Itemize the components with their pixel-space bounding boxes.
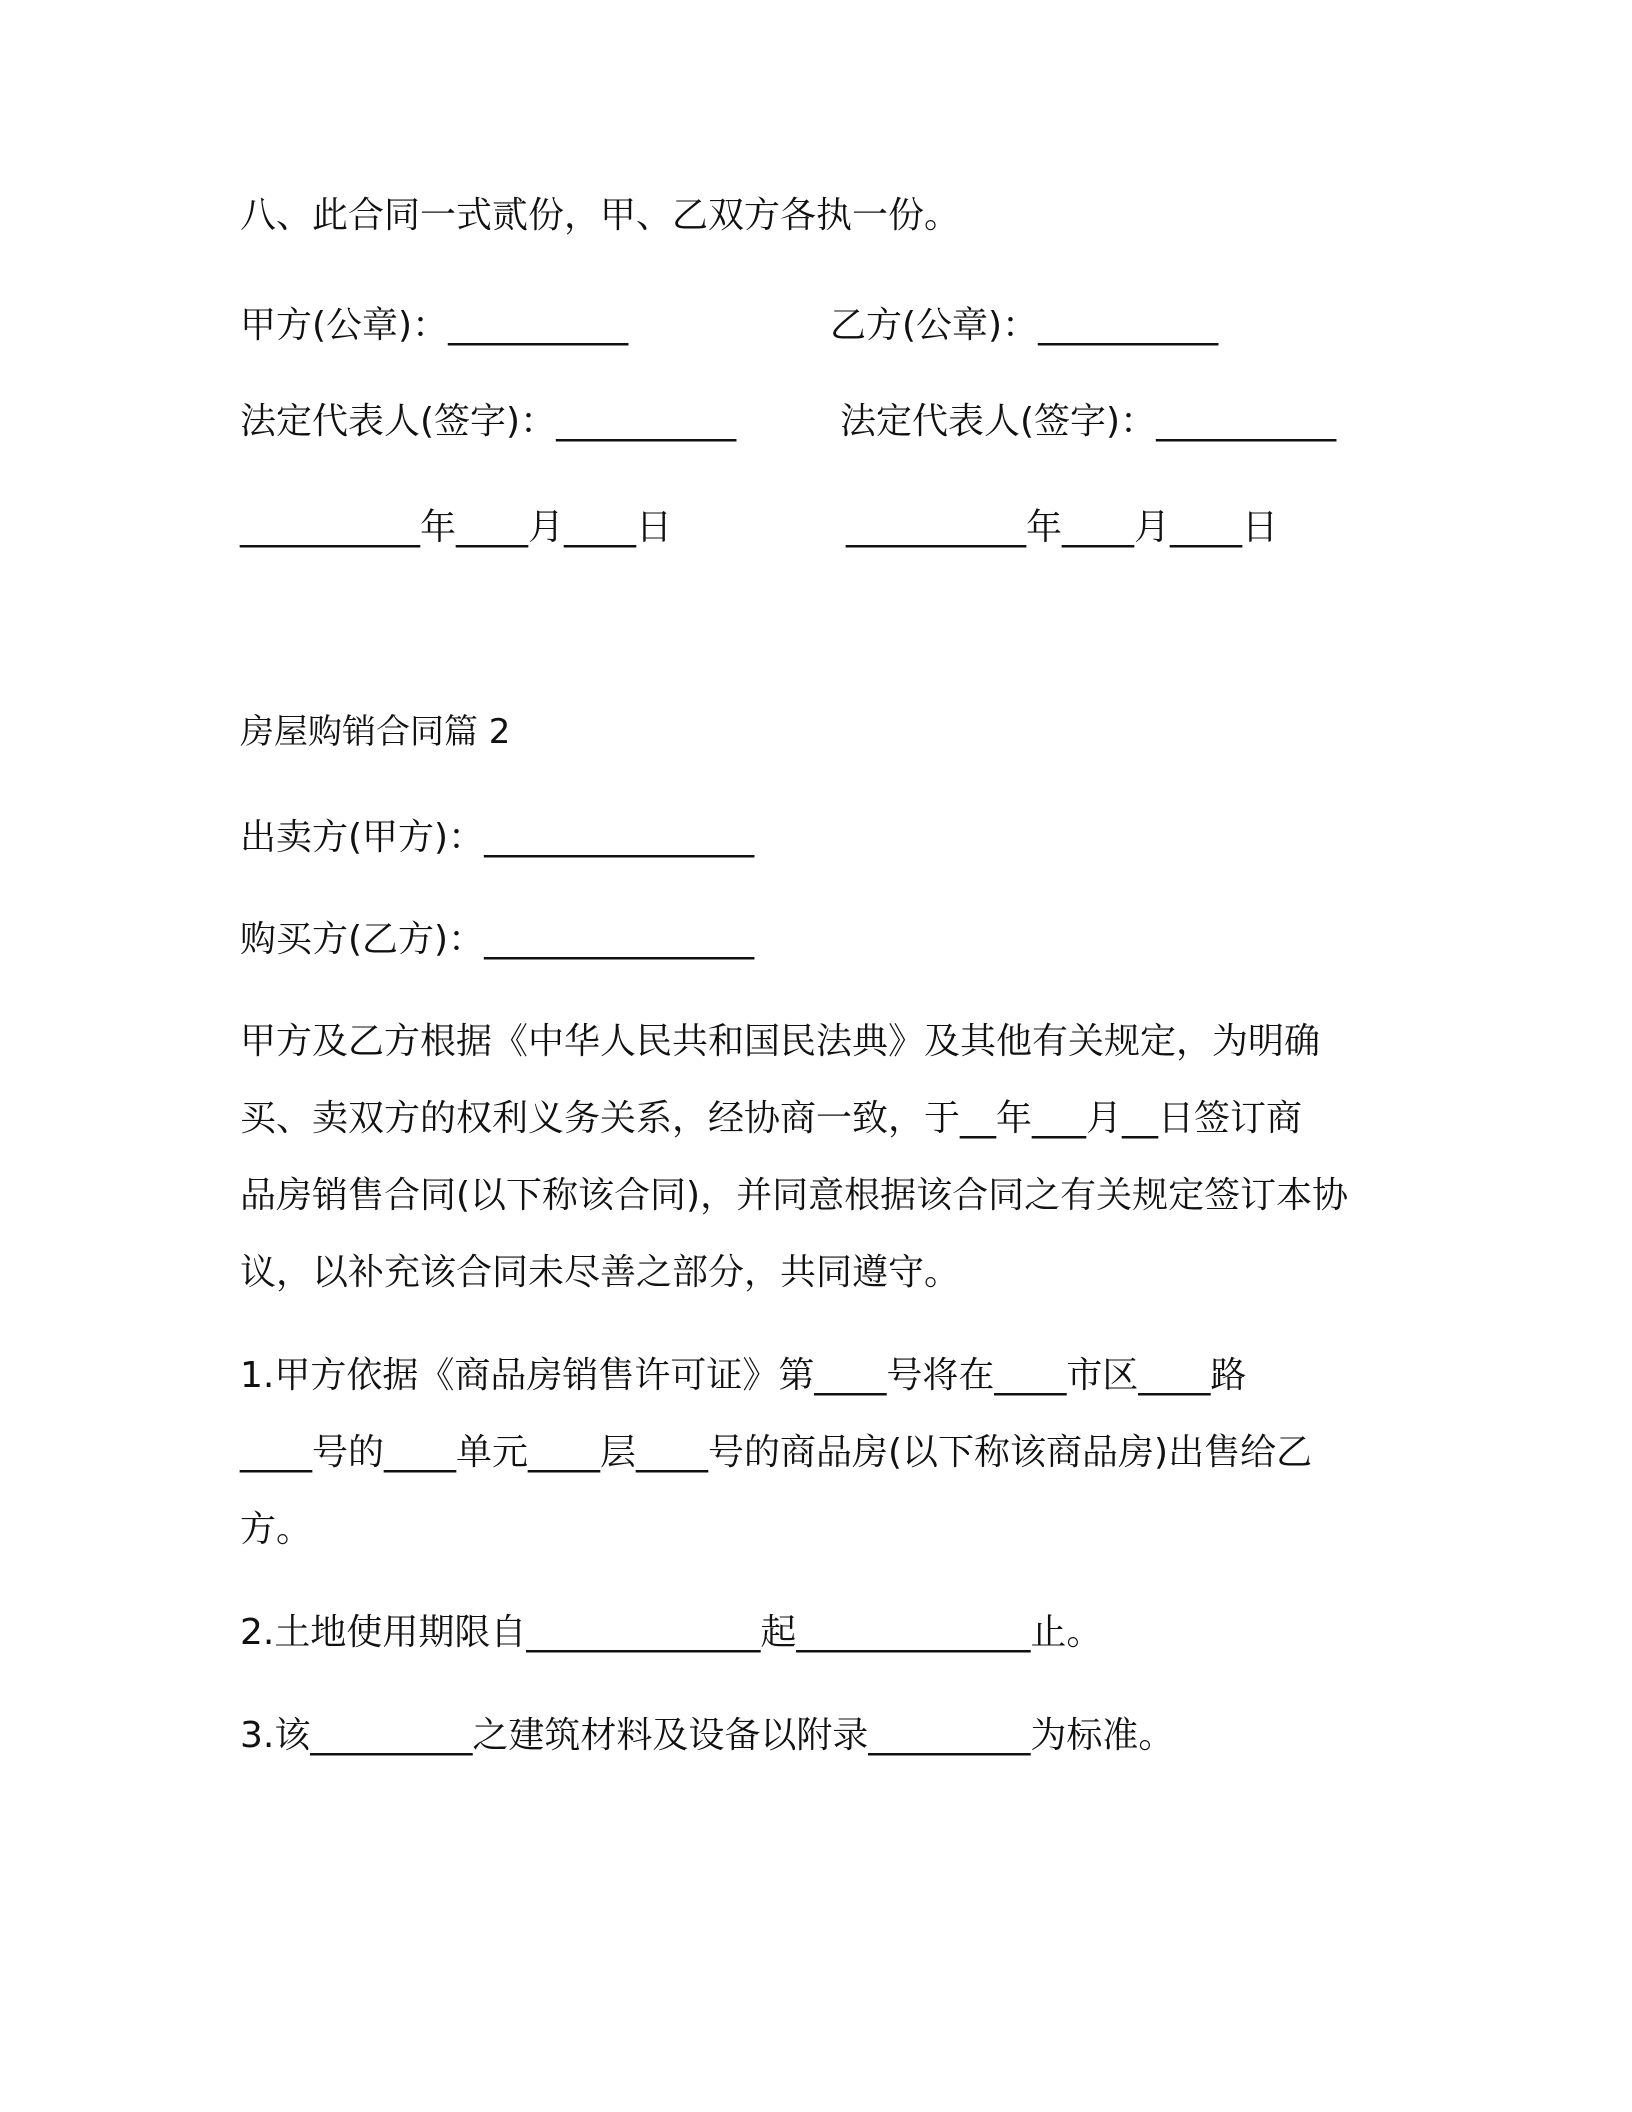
- party-b-representative-line: 法定代表人(签字)：__________: [840, 401, 1337, 442]
- item-2-line: 2.土地使用期限自_____________起_____________止。: [240, 1612, 1103, 1653]
- buyer-line: 购买方(乙方)：_______________: [240, 919, 755, 960]
- intro-line: 买、卖双方的权利义务关系，经协商一致，于__年___月__日签订商: [240, 1098, 1303, 1139]
- item-1-line: 1.甲方依据《商品房销售许可证》第____号将在____市区____路: [240, 1355, 1247, 1396]
- item-1-line: ____号的____单元____层____号的商品房(以下称该商品房)出售给乙: [240, 1432, 1313, 1473]
- party-a-date-line: __________年____月____日: [240, 507, 672, 548]
- section-title: 房屋购销合同篇 2: [240, 712, 511, 752]
- clause-8-text: 八、此合同一式贰份，甲、乙双方各执一份。: [240, 195, 961, 236]
- item-1-line: 方。: [240, 1509, 313, 1550]
- party-b-date-line: __________年____月____日: [846, 507, 1278, 548]
- intro-line: 甲方及乙方根据《中华人民共和国民法典》及其他有关规定，为明确: [240, 1021, 1321, 1062]
- party-a-representative-line: 法定代表人(签字)：__________: [240, 401, 737, 442]
- intro-line: 议，以补充该合同未尽善之部分，共同遵守。: [240, 1252, 961, 1293]
- seller-line: 出卖方(甲方)：_______________: [240, 817, 755, 858]
- party-a-seal-line: 甲方(公章)：__________: [240, 305, 629, 346]
- item-3-line: 3.该_________之建筑材料及设备以附录_________为标准。: [240, 1715, 1175, 1756]
- party-b-seal-line: 乙方(公章)：__________: [830, 305, 1219, 346]
- intro-line: 品房销售合同(以下称该合同)，并同意根据该合同之有关规定签订本协: [240, 1175, 1349, 1216]
